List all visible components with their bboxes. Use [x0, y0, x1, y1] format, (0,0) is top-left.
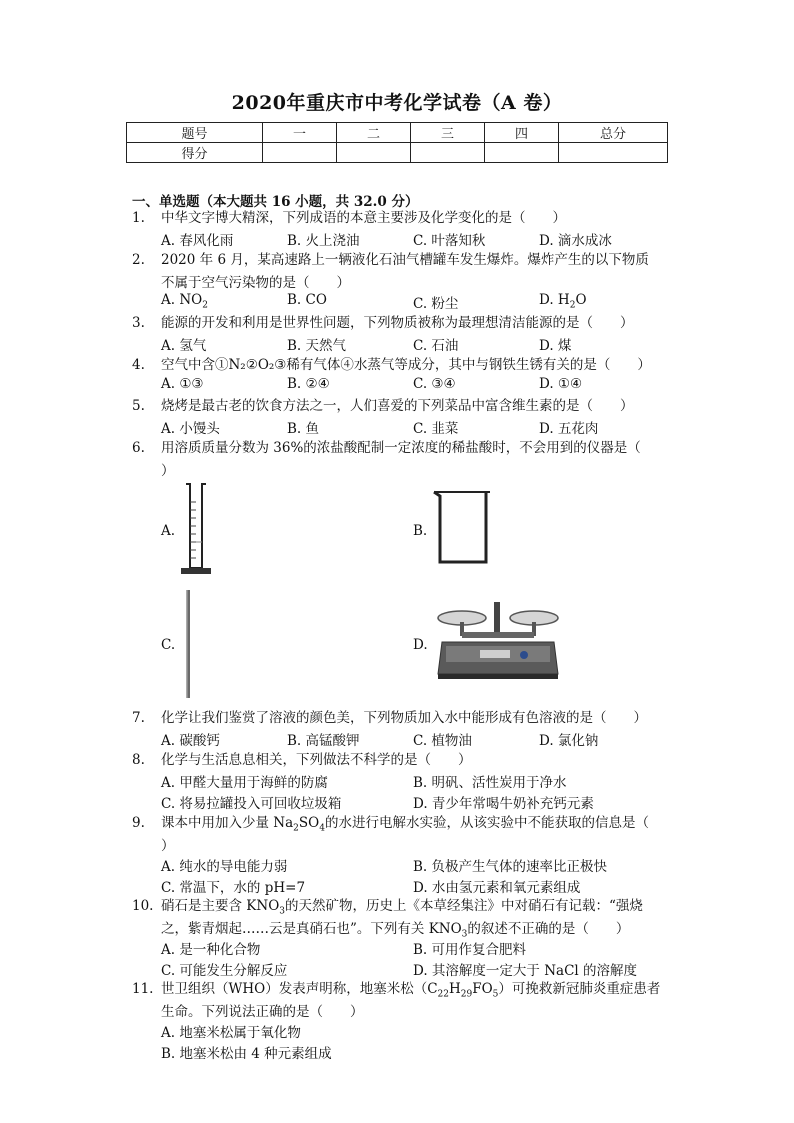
option-a: A. 小馒头	[161, 421, 220, 437]
option-d: D. 青少年常喝牛奶补充钙元素	[413, 796, 594, 812]
score-table-score-row	[127, 143, 668, 163]
option-b: B. 高锰酸钾	[287, 733, 360, 749]
option-b: B. 明矾、活性炭用于净水	[413, 775, 567, 791]
option-d: D. ①④	[539, 376, 583, 392]
option-d: D. 滴水成冰	[539, 233, 612, 249]
option-b: B. ②④	[287, 376, 330, 392]
option-b: B.	[413, 523, 428, 539]
option-b: B. 地塞米松由 4 种元素组成	[161, 1046, 332, 1062]
question-number: 8.	[132, 752, 145, 768]
score-table	[126, 122, 668, 163]
option-c: C. 韭菜	[413, 421, 459, 437]
score-header-cell: 题号	[127, 123, 263, 143]
question-stem: 中华文字博大精深，下列成语的本意主要涉及化学变化的是（ ）	[161, 210, 566, 226]
option-b: B. CO	[287, 292, 327, 308]
question-number: 4.	[132, 357, 145, 373]
option-c: C. 可能发生分解反应	[161, 963, 288, 979]
option-a: A. ①③	[161, 376, 204, 392]
score-header-cell: 总分	[559, 123, 668, 143]
option-a: A. 氢气	[161, 338, 207, 354]
option-d: D. 氯化钠	[539, 733, 599, 749]
question-stem-line: 2020 年 6 月，某高速路上一辆液化石油气槽罐车发生爆炸。爆炸产生的以下物质	[161, 252, 649, 268]
score-row-label: 得分	[127, 143, 263, 163]
question-stem-line: 生命。下列说法正确的是（ ）	[161, 1004, 364, 1020]
score-header-cell: 二	[337, 123, 411, 143]
score-cell	[485, 143, 559, 163]
option-d: D. 水由氢元素和氧元素组成	[413, 880, 581, 896]
option-a: A. 甲醛大量用于海鲜的防腐	[161, 775, 328, 791]
option-d: D. $H_2O$	[539, 292, 587, 311]
question-stem: 化学让我们鉴赏了溶液的颜色美，下列物质加入水中能形成有色溶液的是（ ）	[161, 710, 647, 726]
question-number: 7.	[132, 710, 145, 726]
question-stem-line: ）	[161, 463, 175, 479]
score-table-header-row	[127, 123, 668, 143]
question-number: 5.	[132, 398, 145, 414]
option-d: D.	[413, 637, 428, 653]
option-d: D. 五花肉	[539, 421, 599, 437]
question-stem: 化学与生活息息相关，下列做法不科学的是（ ）	[161, 752, 472, 768]
option-d: D. 煤	[539, 338, 572, 354]
question-stem-line: 用溶质质量分数为 36%的浓盐酸配制一定浓度的稀盐酸时，不会用到的仪器是（	[161, 440, 641, 456]
option-c: C. 常温下，水的 pH=7	[161, 880, 306, 896]
question-stem-line: 不属于空气污染物的是（ ）	[161, 275, 350, 291]
option-b: B. 可用作复合肥料	[413, 942, 527, 958]
question-stem-line: 硝石是主要含 $KNO_3$的天然矿物，历史上《本草经集注》中对硝石有记载：“强烧	[161, 898, 643, 917]
question-stem: 空气中含①N₂②O₂③稀有气体④水蒸气等成分，其中与钢铁生锈有关的是（ ）	[161, 357, 651, 373]
question-stem-line: 之，紫青烟起……云是真硝石也”。下列有关 $KNO_3$的叙述不正确的是（ ）	[161, 921, 630, 940]
graduated-cylinder-image	[178, 482, 214, 578]
question-number: 10.	[132, 898, 154, 914]
option-b: B. 负极产生气体的速率比正极快	[413, 859, 608, 875]
question-stem: 烧烤是最古老的饮食方法之一，人们喜爱的下列菜品中富含维生素的是（ ）	[161, 398, 634, 414]
score-cell	[559, 143, 668, 163]
option-a: A. 是一种化合物	[161, 942, 261, 958]
option-a: A. 纯水的导电能力弱	[161, 859, 288, 875]
option-c: C. 粉尘	[413, 296, 459, 312]
question-number: 11.	[132, 981, 154, 997]
question-stem-line: 课本中用加入少量 $Na_2SO_4$的水进行电解水实验，从该实验中不能获取的信息是（	[161, 815, 649, 834]
option-a: A. $NO_2$	[161, 292, 208, 311]
question-number: 3.	[132, 315, 145, 331]
question-number: 1.	[132, 210, 145, 226]
option-c: C. 叶落知秋	[413, 233, 486, 249]
section-heading: 一、单选题（本大题共 16 小题，共 32.0 分）	[132, 194, 419, 210]
option-c: C.	[161, 637, 176, 653]
question-number: 2.	[132, 252, 145, 268]
option-a: A.	[161, 523, 176, 539]
score-header-cell: 三	[411, 123, 485, 143]
question-stem-line: ）	[161, 838, 175, 854]
option-c: C. 植物油	[413, 733, 472, 749]
option-c: C. 将易拉罐投入可回收垃圾箱	[161, 796, 342, 812]
option-d: D. 其溶解度一定大于 NaCl 的溶解度	[413, 963, 638, 979]
score-header-cell: 四	[485, 123, 559, 143]
balance-scale-image	[432, 598, 564, 682]
question-stem-line: 世卫组织（WHO）发表声明称，地塞米松$(C_{22}H_{29}FO_5)$可挽救新冠肺炎重症患者	[161, 981, 661, 1000]
option-b: B. 天然气	[287, 338, 347, 354]
beaker-image	[432, 488, 494, 568]
score-cell	[411, 143, 485, 163]
question-number: 6.	[132, 440, 145, 456]
option-a: A. 碳酸钙	[161, 733, 220, 749]
question-stem: 能源的开发和利用是世界性问题，下列物质被称为最理想清洁能源的是（ ）	[161, 315, 634, 331]
option-b: B. 鱼	[287, 421, 320, 437]
glass-rod-image	[183, 588, 193, 700]
score-header-cell: 一	[263, 123, 337, 143]
option-b: B. 火上浇油	[287, 233, 360, 249]
question-number: 9.	[132, 815, 145, 831]
option-a: A. 春风化雨	[161, 233, 234, 249]
option-c: C. 石油	[413, 338, 459, 354]
page-title: 2020年重庆市中考化学试卷（A 卷）	[231, 92, 563, 114]
option-a: A. 地塞米松属于氧化物	[161, 1025, 301, 1041]
option-c: C. ③④	[413, 376, 456, 392]
score-cell	[337, 143, 411, 163]
score-cell	[263, 143, 337, 163]
